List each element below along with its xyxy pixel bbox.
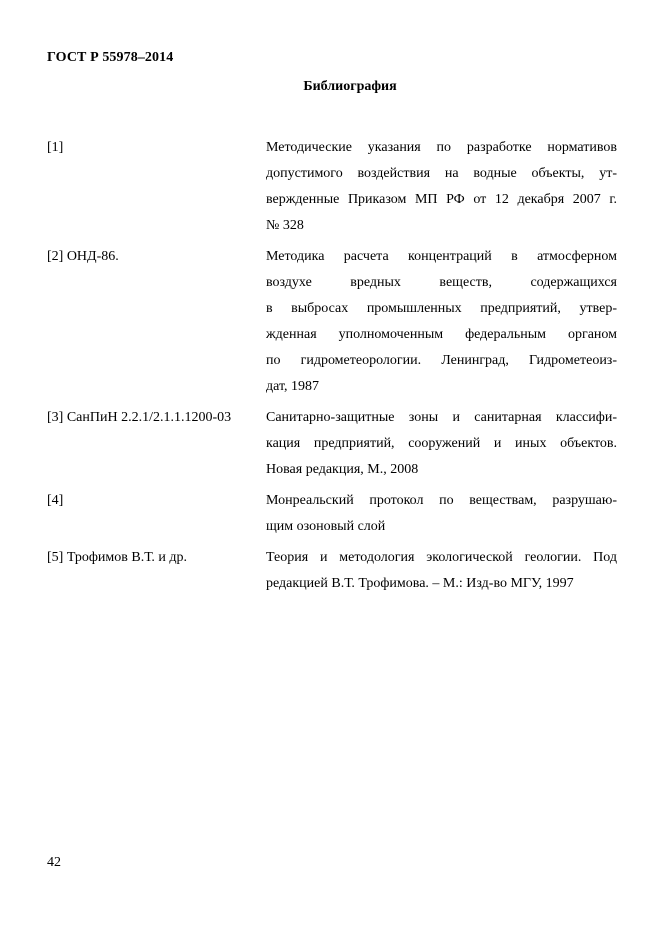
description-line: по гидрометеорологии. Ленинград, Гидрометеоиз- bbox=[266, 353, 617, 368]
description-line: вержденные Приказом МП РФ от 12 декабря 2007 г. bbox=[266, 192, 617, 207]
description-line: Новая редакция, М., 2008 bbox=[266, 462, 419, 477]
description-line: щим озоновый слой bbox=[266, 519, 386, 534]
reference-description bbox=[266, 244, 617, 400]
description-line: редакцией В.Т. Трофимова. – М.: Изд-во МГУ, 1997 bbox=[266, 576, 574, 591]
document-header: ГОСТ Р 55978–2014 bbox=[47, 50, 174, 65]
reference-description bbox=[266, 135, 617, 239]
description-line: кация предприятий, сооружений и иных объектов. bbox=[266, 436, 617, 451]
bibliography-entry bbox=[47, 545, 617, 597]
reference-label: [4] bbox=[47, 493, 64, 508]
description-line: № 328 bbox=[266, 218, 304, 233]
description-line: жденная уполномоченным федеральным органом bbox=[266, 327, 617, 342]
reference-description bbox=[266, 488, 617, 540]
bibliography-entry bbox=[47, 244, 617, 400]
page-number: 42 bbox=[47, 855, 61, 870]
reference-label: [2] ОНД-86. bbox=[47, 249, 119, 264]
description-line: Санитарно-защитные зоны и санитарная классифи- bbox=[266, 410, 617, 425]
bibliography-entry bbox=[47, 135, 617, 239]
bibliography-entry bbox=[47, 405, 617, 483]
reference-description bbox=[266, 545, 617, 597]
description-line: Монреальский протокол по веществам, разрушаю- bbox=[266, 493, 617, 508]
description-line: Методические указания по разработке нормативов bbox=[266, 140, 617, 155]
reference-label: [5] Трофимов В.Т. и др. bbox=[47, 550, 187, 565]
bibliography-entry bbox=[47, 488, 617, 540]
description-line: Теория и методология экологической геологии. Под bbox=[266, 550, 617, 565]
description-line: Методика расчета концентраций в атмосферном bbox=[266, 249, 617, 264]
description-line: в выбросах промышленных предприятий, утвер- bbox=[266, 301, 617, 316]
description-line: допустимого воздействия на водные объекты, ут- bbox=[266, 166, 617, 181]
description-line: дат, 1987 bbox=[266, 379, 320, 394]
reference-label: [1] bbox=[47, 140, 64, 155]
reference-description bbox=[266, 405, 617, 483]
bibliography-list bbox=[47, 135, 617, 597]
description-line: воздухе вредных веществ, содержащихся bbox=[266, 275, 617, 290]
page-title: Библиография bbox=[303, 79, 397, 94]
reference-label: [3] СанПиН 2.2.1/2.1.1.1200-03 bbox=[47, 410, 232, 425]
